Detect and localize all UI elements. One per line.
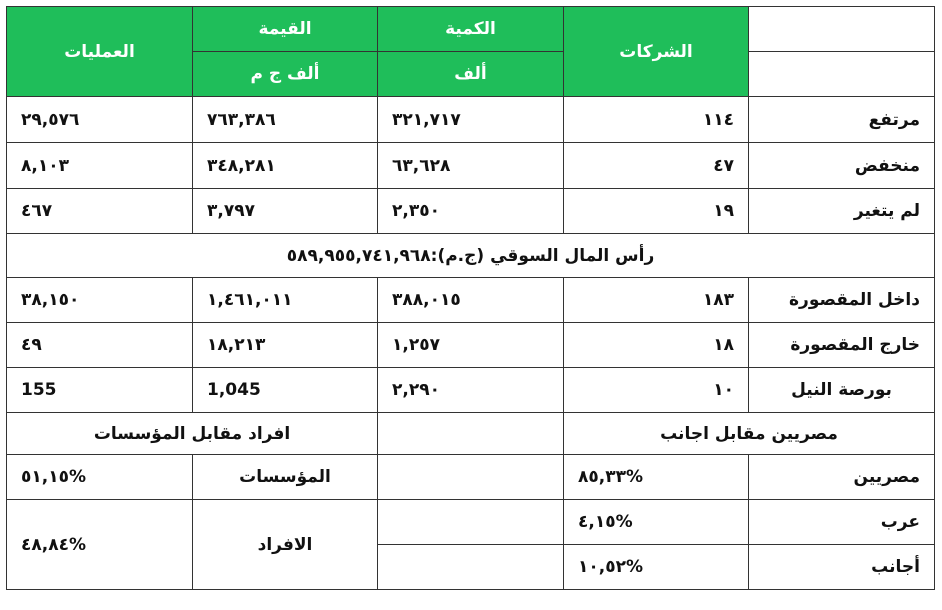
header-value: القيمة [193, 7, 378, 52]
value-cell [193, 189, 378, 234]
egyptians-label: مصريين [749, 455, 935, 500]
companies-cell: ١٩ [564, 189, 749, 234]
companies-cell: ١١٤ [564, 97, 749, 143]
row-label: منخفض [749, 143, 935, 189]
foreigners-label: أجانب [749, 545, 935, 590]
header-quantity-unit: ألف [378, 52, 564, 97]
market-summary-table-wrap [6, 6, 935, 590]
value-value: ١,٤٦١,٠١١ [207, 290, 293, 310]
egyptians-vs-foreigners-title: مصريين مقابل اجانب [564, 413, 935, 455]
transactions-cell [7, 143, 193, 189]
market-cap-row [7, 234, 935, 278]
transactions-value: ٢٩,٥٧٦ [21, 109, 80, 130]
quantity-cell [378, 323, 564, 368]
transactions-value: 155 [21, 380, 57, 400]
header-quantity: الكمية [378, 7, 564, 52]
transactions-cell [7, 97, 193, 143]
row-label: مرتفع [749, 97, 935, 143]
quantity-value: ٢,٣٥٠ [392, 201, 440, 221]
row-label: داخل المقصورة [749, 278, 935, 323]
value-value: ٣,٧٩٧ [207, 201, 255, 221]
transactions-cell [7, 278, 193, 323]
value-cell [193, 143, 378, 189]
institutions-label: المؤسسات [193, 455, 378, 500]
table-row [7, 189, 935, 234]
companies-cell: ١٨ [564, 323, 749, 368]
quantity-cell [378, 278, 564, 323]
value-value: ١٨,٢١٣ [207, 335, 266, 355]
market-cap: رأس المال السوقي (ج.م):٥٨٩,٩٥٥,٧٤١,٩٦٨ [7, 234, 935, 278]
spacer-cell [378, 455, 564, 500]
row-label: خارج المقصورة [749, 323, 935, 368]
transactions-cell [7, 189, 193, 234]
quantity-cell [378, 143, 564, 189]
header-transactions: العمليات [7, 7, 193, 97]
institutions-value: %٥١,١٥ [21, 467, 87, 487]
table-row [7, 323, 935, 368]
individuals-value: %٤٨,٨٤ [21, 534, 87, 555]
transactions-value: ٨,١٠٣ [21, 155, 69, 176]
transactions-value: ٣٨,١٥٠ [21, 290, 80, 310]
foreigners-value-cell [564, 545, 749, 590]
investor-titles-row [7, 413, 935, 455]
transactions-value: ٤٩ [21, 335, 42, 355]
spacer-cell [378, 500, 564, 545]
header-corner-bottom [749, 52, 935, 97]
spacer-cell [378, 545, 564, 590]
institutions-value-cell [7, 455, 193, 500]
table-row [7, 368, 935, 413]
spacer-cell [378, 413, 564, 455]
individuals-label: الافراد [193, 500, 378, 590]
arabs-label: عرب [749, 500, 935, 545]
table-row [7, 97, 935, 143]
quantity-value: ٢,٢٩٠ [392, 380, 440, 400]
row-label: بورصة النيل [749, 368, 935, 413]
egyptians-value: %٨٥,٣٣ [578, 467, 644, 487]
investor-row-1 [7, 455, 935, 500]
quantity-value: ١,٢٥٧ [392, 335, 440, 355]
table-row [7, 143, 935, 189]
value-cell [193, 97, 378, 143]
arabs-value: %٤,١٥ [578, 512, 633, 532]
transactions-cell [7, 368, 193, 413]
transactions-cell [7, 323, 193, 368]
quantity-value: ٦٣,٦٢٨ [392, 155, 451, 176]
value-value: 1,045 [207, 380, 261, 400]
individuals-value-cell [7, 500, 193, 590]
table-row [7, 278, 935, 323]
investor-row-2 [7, 500, 935, 545]
value-value: ٣٤٨,٢٨١ [207, 155, 276, 176]
companies-cell: ١٠ [564, 368, 749, 413]
value-cell [193, 278, 378, 323]
quantity-cell [378, 97, 564, 143]
header-value-unit: ألف ج م [193, 52, 378, 97]
header-corner-top [749, 7, 935, 52]
value-value: ٧٦٣,٣٨٦ [207, 109, 276, 130]
companies-cell: ١٨٣ [564, 278, 749, 323]
header-row-1 [7, 7, 935, 52]
foreigners-value: %١٠,٥٢ [578, 557, 644, 577]
quantity-cell [378, 368, 564, 413]
quantity-value: ٣٨٨,٠١٥ [392, 290, 461, 310]
value-cell [193, 323, 378, 368]
quantity-value: ٣٢١,٧١٧ [392, 109, 461, 130]
transactions-value: ٤٦٧ [21, 201, 53, 221]
quantity-cell [378, 189, 564, 234]
header-companies: الشركات [564, 7, 749, 97]
arabs-value-cell [564, 500, 749, 545]
individuals-vs-institutions-title: افراد مقابل المؤسسات [7, 413, 378, 455]
companies-cell: ٤٧ [564, 143, 749, 189]
egyptians-value-cell [564, 455, 749, 500]
value-cell [193, 368, 378, 413]
row-label: لم يتغير [749, 189, 935, 234]
market-summary-table [6, 6, 935, 590]
